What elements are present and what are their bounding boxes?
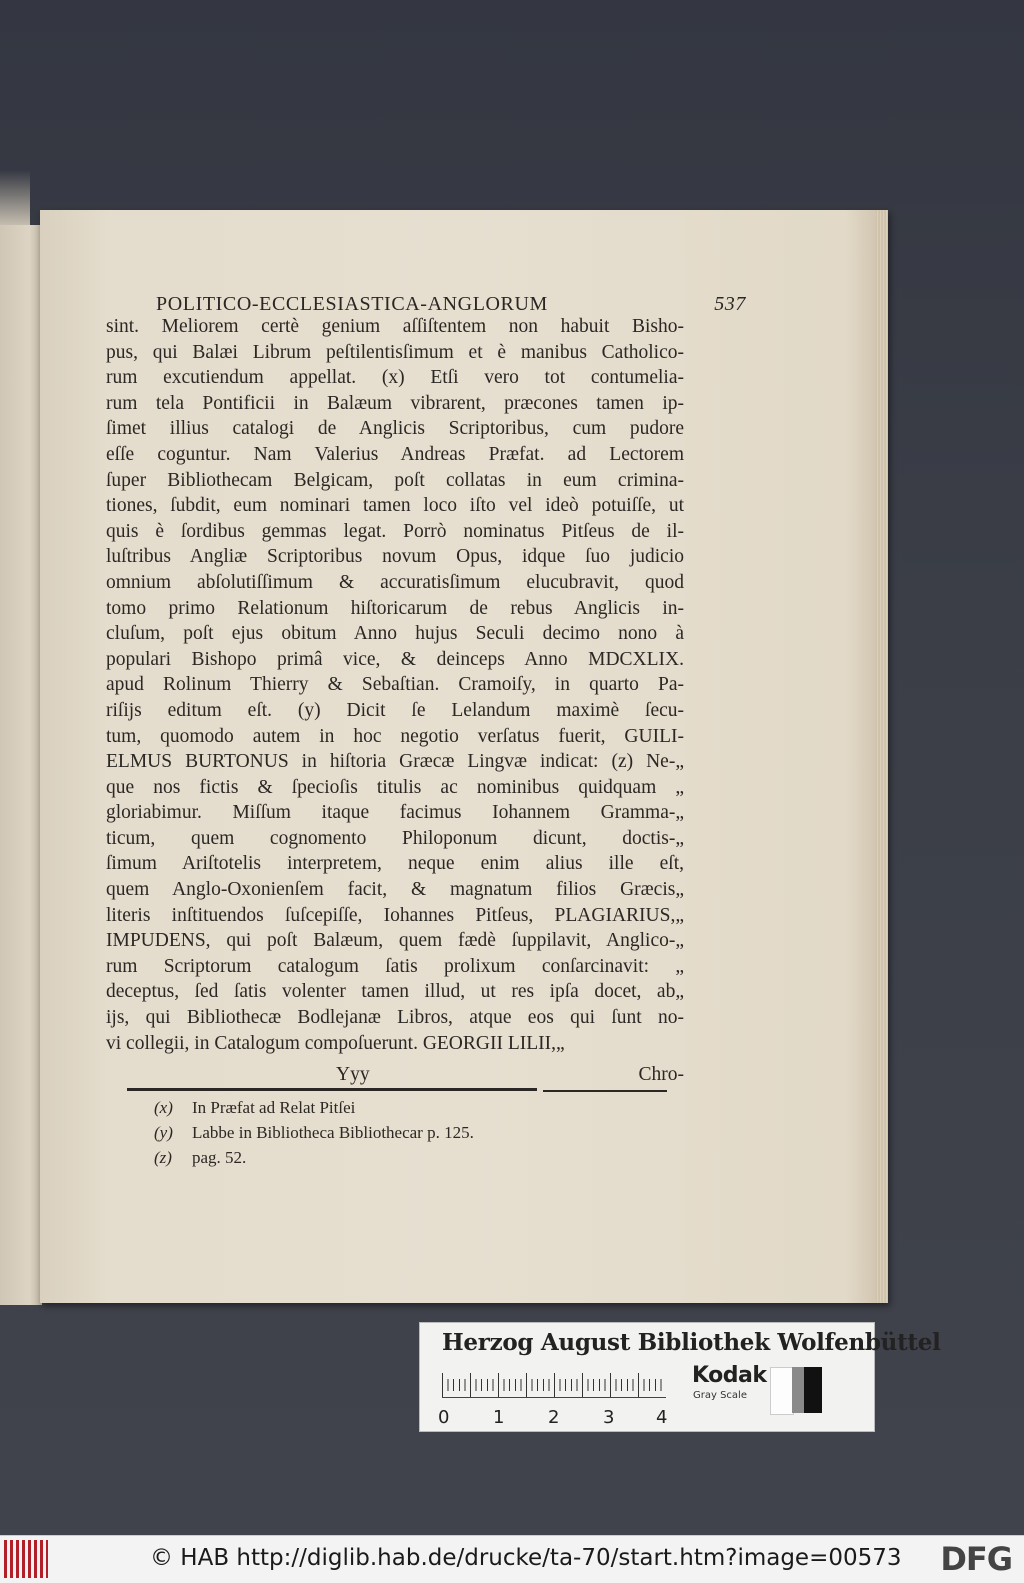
signature-mark: Yyy (336, 1064, 370, 1085)
left-page-edge (0, 225, 42, 1305)
footnote-text: pag. 52. (192, 1148, 247, 1167)
scale-label: 3 (603, 1407, 615, 1428)
text-line: omnium abſolutiſſimum & accuratisſimum elucubravit, quod (106, 571, 684, 593)
text-line: rum tela Pontificii in Balæum vibrarent, præcones tamen ip- (106, 392, 684, 414)
white-swatch (770, 1367, 794, 1415)
text-line: ijs, qui Bibliothecæ Bodlejanæ Libros, atque eos qui ſunt no- (106, 1007, 684, 1029)
text-line: gloriabimur. Miſſum itaque facimus Iohannem Gramma-„ (106, 802, 684, 824)
dfg-logo: DFG (940, 1540, 1012, 1578)
text-line: tum, quomodo autem in hoc negotio verſatus fuerit, GUILI- (106, 725, 684, 747)
footnote (154, 1095, 654, 1120)
text-line: cluſum, poſt ejus obitum Anno hujus Seculi decimo nono à (106, 623, 684, 645)
text-line: sint. Meliorem certè genium aſſiſtentem non habuit Bisho- (106, 316, 684, 337)
footnote-rule-right (543, 1090, 667, 1092)
ruler-scale (442, 1369, 666, 1399)
text-line: tiones, ſubdit, eum nominari tamen loco iſto vel ideò potuiſſe, ut (106, 495, 684, 517)
scale-label: 2 (548, 1407, 560, 1428)
scale-label: 0 (438, 1407, 450, 1428)
page-number: 537 (714, 293, 746, 315)
text-line: quis è ſordibus gemmas legat. Porrò nominatus Pitſeus de il- (106, 520, 684, 542)
catch-line (336, 1064, 684, 1090)
text-line: literis inſtituendos ſuſcepiſſe, Iohannes Pitſeus, PLAGIARIUS,„ (106, 904, 684, 926)
text-line: ſimet illius catalogi de Anglicis Scriptoribus, cum pudore (106, 418, 684, 440)
scale-label: 1 (493, 1407, 505, 1428)
text-line: que nos fictis & ſpecioſis titulis ac nominibus quidquam „ (106, 776, 684, 798)
text-line: ſimum Ariſtotelis interpretem, neque enim alius ille eſt, (106, 853, 684, 875)
text-line: pus, qui Balæi Librum peſtilentisſimum et è manibus Catholico- (106, 341, 684, 363)
gray-swatch (792, 1367, 804, 1413)
gray-scale-label: Gray Scale (693, 1390, 747, 1401)
body-text (106, 314, 684, 1056)
footnote-text: Labbe in Bibliotheca Bibliothecar p. 125. (192, 1123, 474, 1142)
ruler-ticks (442, 1369, 666, 1398)
text-line: tomo primo Relationum hiſtoricarum de rebus Anglicis in- (106, 597, 684, 619)
text-line: apud Rolinum Thierry & Sebaſtian. Cramoiſy, in quarto Pa- (106, 674, 684, 696)
scale-label: 4 (656, 1407, 668, 1428)
text-line: luſtribus Angliæ Scriptoribus novum Opus, idque ſuo judicio (106, 546, 684, 568)
footnote (154, 1120, 654, 1145)
left-page-corner (0, 170, 30, 230)
black-swatch (804, 1367, 822, 1413)
text-line: vi collegii, in Catalogum compoſuerunt. GEORGII LILII,„ (106, 1032, 565, 1054)
book-page (40, 210, 888, 1303)
text-line: deceptus, ſed ſatis volenter tamen illud, ut res ipſa docet, ab„ (106, 981, 684, 1003)
text-line: quem Anglo-Oxonienſem facit, & magnatum filios Græcis„ (106, 879, 684, 901)
text-line: ticum, quem cognomento Philoponum dicunt, doctis-„ (106, 827, 684, 849)
text-line: IMPUDENS, qui poſt Balæum, quem fædè ſuppilavit, Anglico-„ (106, 930, 684, 952)
text-line: ſuper Bibliothecam Belgicam, poſt collatas in eum crimina- (106, 469, 684, 491)
footnote-rule (127, 1088, 537, 1091)
text-line: ELMUS BURTONUS in hiſtoria Græcæ Lingvæ indicat: (z) Ne-„ (106, 751, 684, 773)
text-line: riſijs editum eſt. (y) Dicit ſe Lelandum maximè ſecu- (106, 699, 684, 721)
footnote (154, 1145, 654, 1170)
footnote-mark: (z) (154, 1148, 172, 1167)
page-fore-edge (876, 210, 888, 1303)
kodak-logo: Kodak (692, 1363, 767, 1388)
source-credit-link[interactable]: © HAB http://diglib.hab.de/drucke/ta-70/start.htm?image=00573 (150, 1545, 902, 1571)
footnote-mark: (y) (154, 1123, 173, 1142)
hab-barcode-logo (4, 1540, 48, 1578)
viewer-footer (0, 1535, 1024, 1583)
text-line: rum excutiendum appellat. (x) Etſi vero tot contumelia- (106, 367, 684, 389)
color-calibration-card (419, 1322, 941, 1432)
running-head-title: POLITICO-ECCLESIASTICA-ANGLORUM (156, 293, 548, 315)
text-line: populari Bishopo primâ vice, & deinceps Anno MDCXLIX. (106, 648, 684, 670)
footnote-text: In Præfat ad Relat Pitſei (192, 1098, 356, 1117)
text-line: eſſe coguntur. Nam Valerius Andreas Præfat. ad Lectorem (106, 443, 684, 465)
text-line: rum Scriptorum catalogum ſatis prolixum conſarcinavit: „ (106, 955, 684, 977)
library-name: Herzog August Bibliothek Wolfenbüttel (442, 1329, 941, 1356)
footnotes (154, 1095, 654, 1170)
footnote-mark: (x) (154, 1098, 173, 1117)
catchword: Chro- (638, 1064, 684, 1085)
